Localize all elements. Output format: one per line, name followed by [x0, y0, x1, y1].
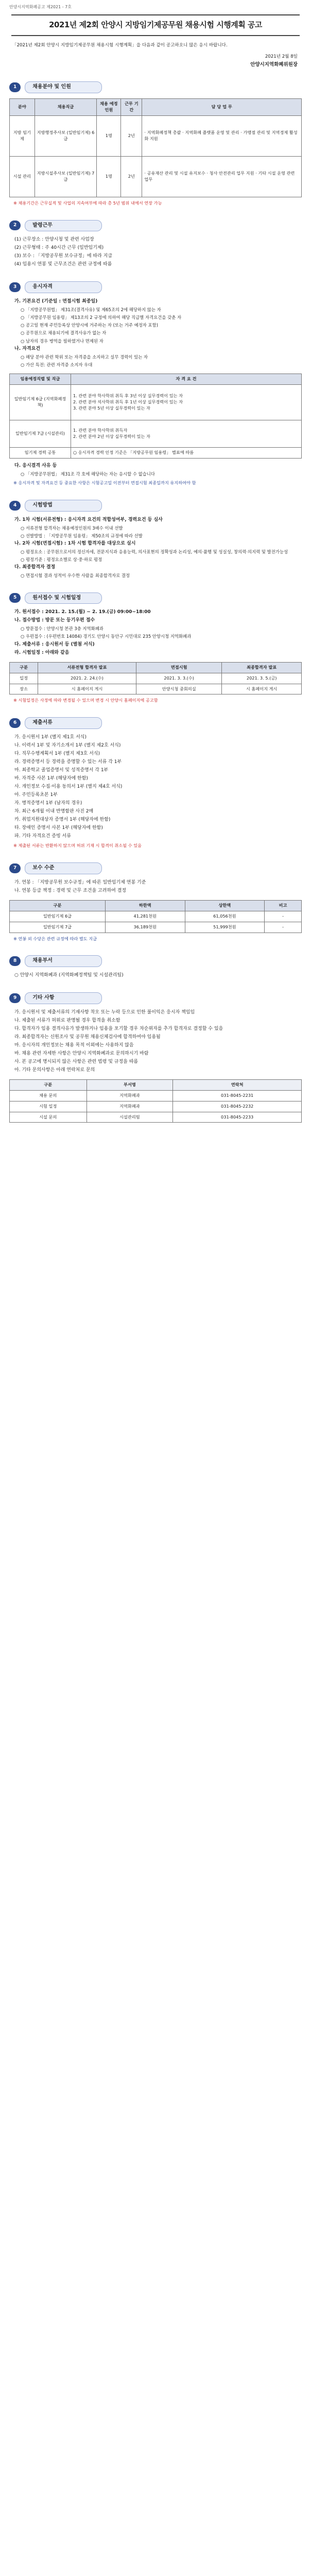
section-number: 4	[9, 501, 21, 511]
table-cell: 일반임기제 7급	[10, 922, 106, 933]
list-item: 가. 원서접수 : 2021. 2. 15.(월) ~ 2. 19.(금) 09:00~18:00	[14, 609, 151, 615]
section-note: ※ 제출된 서류는 반환하지 않으며 허위 기재 시 합격이 취소될 수 있음	[13, 843, 142, 849]
recruitment-table	[9, 98, 302, 197]
section-documents	[9, 717, 302, 849]
list-item: ○ 서류전형 합격자는 채용예정인원의 3배수 이내 선발	[21, 525, 123, 531]
table-cell: 지역화폐과	[87, 1101, 173, 1112]
section-number: 8	[9, 956, 21, 966]
section-title: 채용분야 및 인원	[25, 81, 102, 93]
table-row	[10, 385, 302, 420]
section-qualifications	[9, 281, 302, 486]
col-header: 분야	[10, 98, 35, 115]
section-assignment	[9, 220, 302, 268]
section-title: 원서접수 및 시험일정	[25, 592, 102, 604]
table-row	[10, 1090, 302, 1101]
table-row	[10, 922, 302, 933]
col-header: 채용 예정 인원	[97, 98, 121, 115]
col-header: 채용직급	[34, 98, 97, 115]
section-note: ※ 채용기간은 근무실적 및 사업의 지속여부에 따라 총 5년 범위 내에서 연장 가능	[13, 200, 162, 206]
section-note: ※ 시험일정은 사정에 따라 변경될 수 있으며 변경 시 안양시 홈페이지에 공고함	[13, 698, 158, 703]
list-item: ○ 「지방공무원법」 제31조(결격사유) 및 제65조의 2에 해당하지 않는 자	[21, 307, 161, 312]
section-exam-method	[9, 500, 302, 579]
list-item: 다. 제출서류 : 응시원서 등 (별첨 서식)	[14, 641, 95, 647]
table-cell: 시설관리팀	[87, 1112, 173, 1123]
list-item: 가. 기본요건 (기준일 : 면접시험 최종일)	[14, 298, 98, 304]
salary-table	[9, 900, 302, 933]
table-cell: 031-8045-2231	[173, 1090, 302, 1101]
table-cell: 2년	[121, 156, 142, 197]
table-cell: 지방시설주사보 (일반임기제) 7급	[34, 156, 97, 197]
list-item: 타. 장애인 증명서 사본 1부 (해당자에 한함)	[14, 825, 103, 831]
table-cell: 시설 문의	[10, 1112, 87, 1123]
section-number: 2	[9, 221, 21, 230]
list-item: 나. 접수방법 : 방문 또는 등기우편 접수	[14, 618, 95, 623]
section-number: 1	[9, 82, 21, 92]
list-item: 가. 연봉 : 「지방공무원 보수규정」에 따른 일반임기제 연봉 기준	[14, 879, 146, 885]
table-cell: 1명	[97, 156, 121, 197]
table-cell: · 공유재산 관리 및 시설 유지보수 · 청사 안전관리 업무 지원 · 기타 시설 운영 관련 업무	[142, 156, 302, 197]
table-cell: 장소	[10, 684, 38, 694]
table-cell: 51,999천원	[185, 922, 265, 933]
list-item: 차. 최근 6개월 이내 반명함판 사진 2매	[14, 809, 94, 815]
table-cell: 2021. 3. 3.(수)	[136, 673, 221, 684]
table-cell: 시 홈페이지 게시	[222, 684, 302, 694]
col-header: 상한액	[185, 900, 265, 911]
section-number: 5	[9, 593, 21, 603]
list-item: 사. 본 공고에 명시되지 않은 사항은 관련 법령 및 규정을 따름	[14, 1059, 139, 1064]
section-number: 3	[9, 282, 21, 292]
section-title: 발령근무	[25, 220, 102, 232]
list-item: 가. 응시원서 1부 (별지 제1호 서식)	[14, 734, 87, 740]
table-cell: 지역화폐과	[87, 1090, 173, 1101]
publication-number: 안양시지역화폐공고 제2021 - 7호	[9, 5, 72, 9]
table-cell: 1. 관련 분야 학사학위 취득자 2. 관련 분야 2년 이상 실무경력이 있는 자	[71, 420, 302, 448]
list-item: 자. 병적증명서 1부 (남자의 경우)	[14, 801, 82, 806]
table-cell: -	[265, 922, 302, 933]
list-item: (1) 근무장소 : 안양시청 및 관련 사업장	[14, 237, 94, 243]
col-header: 하한액	[105, 900, 185, 911]
section-title: 보수 수준	[25, 862, 102, 874]
col-header: 구분	[10, 662, 38, 673]
title-box	[11, 14, 300, 36]
section-number: 9	[9, 993, 21, 1003]
list-item: 아. 주민등록초본 1부	[14, 792, 58, 798]
list-item: 나. 이력서 1부 및 자기소개서 1부 (별지 제2호 서식)	[14, 742, 121, 748]
list-item: 가. 1차 시험(서류전형) : 응시자격 요건의 적합성여부, 경력요건 등 심사	[14, 517, 163, 522]
section-title: 응시자격	[25, 281, 102, 293]
list-item: (3) 보수 : 「지방공무원 보수규정」에 따라 지급	[14, 253, 113, 259]
section-number: 6	[9, 718, 21, 728]
list-item: ○ 안양시 지역화폐과 (지역화폐정책팀 및 시설관리팀)	[14, 972, 124, 978]
list-item: ○ 평정요소 : 공무원으로서의 정신자세, 전문지식과 응용능력, 의사표현의 정확성과 논리성, 예의·품행 및 성실성, 창의력·의지력 및 발전가능성	[21, 549, 288, 555]
list-item: 나. 자격요건	[14, 346, 41, 351]
list-item: ○ 남자의 경우 병역을 필하였거나 면제된 자	[21, 338, 103, 344]
list-item: 바. 채용 관련 자세한 사항은 안양시 지역화폐과로 문의하시기 바람	[14, 1050, 149, 1056]
col-header: 면접시험	[136, 662, 221, 673]
list-item: 파. 기타 자격요건 증빙 서류	[14, 834, 71, 839]
list-item: ○ 해당 분야 관련 학위 또는 자격증을 소지하고 실무 경력이 있는 자	[21, 354, 148, 360]
col-header: 최종합격자 발표	[222, 662, 302, 673]
table-cell: ○ 응시자격 경력 인정 기준은 「지방공무원 임용령」 별표에 따름	[71, 448, 302, 459]
table-row	[10, 115, 302, 156]
table-cell: 지방 임기제	[10, 115, 35, 156]
table-cell: 61,056천원	[185, 911, 265, 922]
table-cell: 채용 문의	[10, 1090, 87, 1101]
list-item: 나. 제출된 서류가 허위로 판명될 경우 합격을 취소함	[14, 1018, 120, 1023]
table-cell: 2021. 3. 5.(금)	[222, 673, 302, 684]
list-item: 나. 2차 시험(면접시험) : 1차 시험 합격자를 대상으로 실시	[14, 541, 136, 547]
table-cell: 2021. 2. 24.(수)	[38, 673, 136, 684]
list-item: 라. 최종합격자는 신원조사 및 공무원 채용신체검사에 합격하여야 임용됨	[14, 1034, 161, 1040]
table-cell: 일반임기제 6급 (지역화폐정책)	[10, 385, 71, 420]
table-cell: 일반임기제 7급 (시설관리)	[10, 420, 71, 448]
section-title: 채용부서	[25, 955, 102, 967]
table-cell: · 지역화폐정책 총괄 · 지역화폐 플랫폼 운영 및 관리 · 가맹점 관리 및 지역경제 활성화 지원	[142, 115, 302, 156]
table-cell: 2년	[121, 115, 142, 156]
list-item: 마. 응시자의 개인정보는 채용 목적 이외에는 사용하지 않음	[14, 1042, 134, 1048]
list-item: 다. 직무수행계획서 1부 (별지 제3호 서식)	[14, 751, 100, 756]
list-item: 다. 응시결격 사유 등	[14, 463, 57, 468]
list-item: 아. 기타 문의사항은 아래 연락처로 문의	[14, 1067, 95, 1073]
list-item: 사. 개인정보 수집·이용 동의서 1부 (별지 제4호 서식)	[14, 784, 123, 790]
table-cell: 안양시청 중회의실	[136, 684, 221, 694]
contact-table	[9, 1079, 302, 1123]
list-item: 카. 취업지원대상자 증명서 1부 (해당자에 한함)	[14, 817, 111, 823]
list-item: ○ 우편접수 : (우편번호 14084) 경기도 안양시 동안구 시민대로 235 안양시청 지역화폐과	[21, 634, 192, 639]
section-recruitment	[9, 81, 302, 206]
list-item: ○ 평정기준 : 평정요소별로 상·중·하로 평정	[21, 557, 102, 563]
table-cell: 지방행정주사보 (일반임기제) 6급	[34, 115, 97, 156]
list-item: ○ 공무원으로 채용되기에 결격사유가 없는 자	[21, 330, 107, 336]
requirements-table	[9, 374, 302, 459]
col-header: 임용예정직렬 및 직급	[10, 374, 71, 385]
table-cell: 41,281천원	[105, 911, 185, 922]
issuing-org: 안양시지역화폐위원장	[250, 61, 298, 67]
table-row	[10, 673, 302, 684]
section-number: 7	[9, 863, 21, 873]
col-header: 비고	[265, 900, 302, 911]
section-title: 기타 사항	[25, 992, 102, 1004]
table-cell: 031-8045-2232	[173, 1101, 302, 1112]
col-header: 담 당 업 무	[142, 98, 302, 115]
table-row	[10, 448, 302, 459]
table-row	[10, 911, 302, 922]
table-cell: 1. 관련 분야 학사학위 취득 후 3년 이상 실무경력이 있는 자 2. 관련 분야 석사학위 취득 후 1년 이상 실무경력이 있는 자 3. 관련 분야 5년 이상 실무경력이 있는 자	[71, 385, 302, 420]
table-cell: 시설 관리	[10, 156, 35, 197]
list-item: 마. 최종학교 졸업증명서 및 성적증명서 각 1부	[14, 767, 109, 773]
table-cell: 일정	[10, 673, 38, 684]
list-item: 다. 합격자가 임용 결격사유가 발생하거나 임용을 포기할 경우 차순위자를 추가 합격자로 결정할 수 있음	[14, 1026, 223, 1031]
list-item: 바. 자격증 사본 1부 (해당자에 한함)	[14, 776, 88, 782]
list-item: (4) 임용시 연봉 및 근무조건은 관련 규정에 따름	[14, 262, 112, 267]
list-item: ○ 가산 특전: 관련 자격증 소지자 우대	[21, 362, 93, 367]
table-cell: 031-8045-2233	[173, 1112, 302, 1123]
col-header: 근무 기간	[121, 98, 142, 115]
section-application	[9, 592, 302, 704]
list-item: ○ 선발방법 : 「지방공무원 임용령」 제50조의 규정에 따라 선발	[21, 533, 143, 538]
intro-text: 「2021년 제2회 안양시 지방임기제공무원 채용시험 시행계획」을 다음과 같이 공고하오니 많은 응시 바랍니다.	[12, 42, 228, 48]
col-header: 연락처	[173, 1079, 302, 1090]
section-department	[9, 955, 302, 979]
list-item: 나. 연봉 등급 책정 : 경력 및 근무 조건을 고려하여 결정	[14, 888, 127, 893]
table-row	[10, 1112, 302, 1123]
list-item: ○ 면접시험 결과 성적이 우수한 사람을 최종합격자로 결정	[21, 573, 130, 579]
col-header: 구분	[10, 900, 106, 911]
col-header: 부서명	[87, 1079, 173, 1090]
section-note: ※ 응시자격 및 자격요건 등 중요한 사항은 시험공고일 이전부터 면접시험 최종일까지 유지하여야 함	[13, 480, 196, 486]
list-item: (2) 근무형태 : 주 40시간 근무 (일반임기제)	[14, 245, 104, 251]
col-header: 서류전형 합격자 발표	[38, 662, 136, 673]
table-cell: 일반임기제 6급	[10, 911, 106, 922]
section-title: 시험방법	[25, 500, 102, 512]
table-row	[10, 684, 302, 694]
table-cell: 시 홈페이지 게시	[38, 684, 136, 694]
notice-title: 2021년 제2회 안양시 지방임기제공무원 채용시험 시행계획 공고	[49, 20, 262, 29]
col-header: 구분	[10, 1079, 87, 1090]
list-item: ○ 「지방공무원 임용령」 제13조의 2 규정에 의하여 해당 직급별 자격요건을 갖춘 자	[21, 315, 182, 320]
table-cell: -	[265, 911, 302, 922]
section-salary	[9, 862, 302, 942]
notice-date: 2021년 2월 8일	[265, 54, 298, 60]
list-item: 가. 응시원서 및 제출서류의 기재사항 착오 또는 누락 등으로 인한 불이익은 응시자 책임임	[14, 1009, 195, 1015]
section-title: 제출서류	[25, 717, 102, 729]
table-row	[10, 420, 302, 448]
schedule-table	[9, 662, 302, 695]
list-item: ○ 「지방공무원법」 제31조 각 호에 해당하는 자는 응시할 수 없습니다	[21, 471, 155, 477]
list-item: ○ 방문접수 : 안양시청 본관 3층 지역화폐과	[21, 626, 103, 632]
table-row	[10, 1101, 302, 1112]
table-row	[10, 156, 302, 197]
table-cell: 36,189천원	[105, 922, 185, 933]
list-item: 라. 경력증명서 등 경력을 증명할 수 있는 서류 각 1부	[14, 759, 122, 765]
list-item: 다. 최종합격자 결정	[14, 565, 56, 570]
section-note: ※ 연봉 외 수당은 관련 규정에 따라 별도 지급	[13, 936, 97, 941]
col-header: 자 격 요 건	[71, 374, 302, 385]
list-item: 라. 시험일정 : 아래와 같음	[14, 650, 70, 655]
section-other	[9, 992, 302, 1123]
list-item: ○ 공고일 현재 주민등록상 안양시에 거주하는 자 (또는 거주 예정자 포함)	[21, 323, 158, 328]
table-cell: 1명	[97, 115, 121, 156]
table-cell: 임기제 경력 공통	[10, 448, 71, 459]
table-cell: 시험 일정	[10, 1101, 87, 1112]
